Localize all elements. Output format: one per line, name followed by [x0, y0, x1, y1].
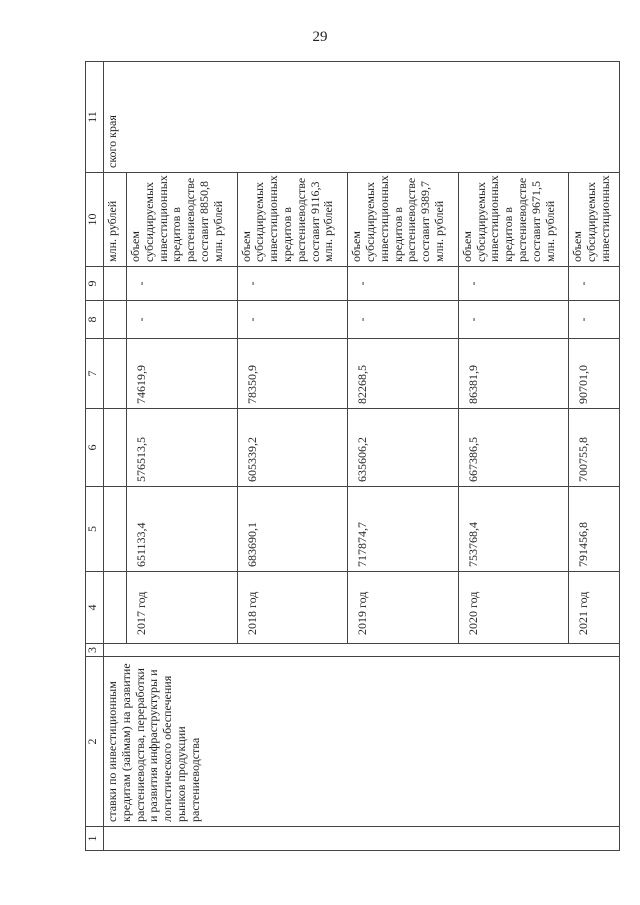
value-col10: объем субсидируемых инвестиционных кредитов в растениеводстве составит 9389,7 млн. рублей [348, 173, 459, 267]
value-col6: 576513,5 [127, 409, 238, 487]
value-col5: 791456,8 [569, 487, 620, 572]
cell-col3 [104, 644, 620, 657]
col-header: 5 [86, 487, 104, 572]
measures-table [85, 61, 620, 851]
rotated-table-container [85, 62, 620, 851]
value-col8: - [127, 301, 238, 339]
cell-empty [104, 267, 127, 301]
value-col7: 86381,9 [458, 339, 569, 409]
value-col10: объем субсидируемых инвестиционных кредитов в растениеводстве составит 9116,3 млн. рублей [237, 173, 348, 267]
cell-empty [104, 409, 127, 487]
value-col8: - [348, 301, 459, 339]
value-col7: 78350,9 [237, 339, 348, 409]
col-header: 10 [86, 173, 104, 267]
value-col5: 683690,1 [237, 487, 348, 572]
cell-empty [104, 339, 127, 409]
value-col7: 74619,9 [127, 339, 238, 409]
value-col6: 667386,5 [458, 409, 569, 487]
value-col9: - [458, 267, 569, 301]
value-col7: 90701,0 [569, 339, 620, 409]
value-col9: - [127, 267, 238, 301]
col-header: 4 [86, 572, 104, 644]
value-col7: 82268,5 [348, 339, 459, 409]
cell-col1 [104, 827, 620, 851]
value-col10: объем субсидируемых инвестиционных кредитов в растениеводстве составит 8850,8 млн. рублей [127, 173, 238, 267]
value-col9: - [237, 267, 348, 301]
value-col9: - [569, 267, 620, 301]
value-col6: 635606,2 [348, 409, 459, 487]
cell-col11: ского края [104, 62, 620, 173]
col-header: 6 [86, 409, 104, 487]
col-header: 1 [86, 827, 104, 851]
header-row [86, 62, 104, 851]
page-number: 29 [312, 29, 328, 45]
value-col10: объем субсидируемых инвестиционных кредитов в растениеводстве составит 9671,5 млн. рублей [458, 173, 569, 267]
col-header: 11 [86, 62, 104, 173]
cell-year [104, 572, 127, 644]
cell-empty [104, 301, 127, 339]
col-header: 2 [86, 657, 104, 827]
cell-col10-top: млн. рублей [104, 173, 127, 267]
value-col10: объем субсидируемых инвестиционных [569, 173, 620, 267]
value-col5: 717874,7 [348, 487, 459, 572]
measure-description: ставки по инвестиционным кредитам (займам) на развитие растениеводства, переработки и развития инфраструктуры и логистического обеспечения рынков продукции растениеводства [104, 657, 620, 827]
value-col6: 605339,2 [237, 409, 348, 487]
col-header: 3 [86, 644, 104, 657]
value-col8: - [237, 301, 348, 339]
year-cell: 2018 год [237, 572, 348, 644]
col-header: 8 [86, 301, 104, 339]
value-col8: - [458, 301, 569, 339]
value-col9: - [348, 267, 459, 301]
value-col6: 700755,8 [569, 409, 620, 487]
table-row [104, 62, 127, 851]
table-wrapper [85, 62, 620, 851]
value-col5: 651133,4 [127, 487, 238, 572]
year-cell: 2020 год [458, 572, 569, 644]
year-cell: 2019 год [348, 572, 459, 644]
value-col5: 753768,4 [458, 487, 569, 572]
cell-empty [104, 487, 127, 572]
year-cell: 2017 год [127, 572, 238, 644]
col-header: 9 [86, 267, 104, 301]
value-col8: - [569, 301, 620, 339]
col-header: 7 [86, 339, 104, 409]
year-cell: 2021 год [569, 572, 620, 644]
